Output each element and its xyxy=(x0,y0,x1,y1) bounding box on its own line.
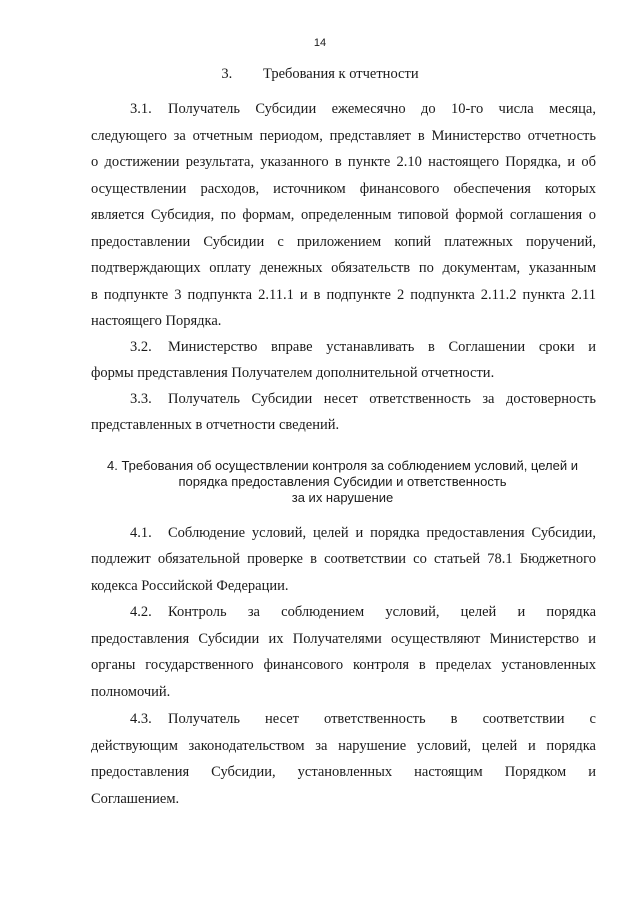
page-number: 14 xyxy=(313,37,327,49)
paragraph-3-1-line-1: 3.1. Получатель Субсидии ежемесячно до 10-го числа месяца, xyxy=(130,101,596,117)
paragraph-3-1-line-2: следующего за отчетным периодом, представляет в Министерство отчетность xyxy=(91,128,596,144)
paragraph-3-1-line-9: настоящего Порядка. xyxy=(91,313,222,329)
paragraph-4-2-line-4: полномочий. xyxy=(91,684,171,700)
paragraph-3-1-line-5: является Субсидия, по формам, определенным типовой формой соглашения о xyxy=(91,207,596,223)
section-3-number: 3. xyxy=(221,66,233,82)
paragraph-3-1-number: 3.1. xyxy=(130,101,152,117)
paragraph-3-2-number: 3.2. xyxy=(130,339,152,355)
paragraph-4-3-line-3: предоставления Субсидии, установленных настоящим Порядком и xyxy=(91,764,596,780)
paragraph-3-1-line-4: осуществлении расходов, источником финансового обеспечения которых xyxy=(91,181,596,197)
paragraph-4-3-line-1: 4.3. Получатель несет ответственность в соответствии с xyxy=(130,711,596,727)
paragraph-4-2-line-1: 4.2. Контроль за соблюдением условий, целей и порядка xyxy=(130,604,596,620)
section-4-heading-line-2: порядка предоставления Субсидии и ответственность xyxy=(178,474,507,489)
paragraph-4-2-line-3: органы государственного финансового контроля в пределах установленных xyxy=(91,657,596,673)
paragraph-4-1-line-2: подлежит обязательной проверке в соответствии со статьей 78.1 Бюджетного xyxy=(91,551,596,567)
paragraph-3-1-line-8: в подпункте 3 подпункта 2.11.1 и в подпункте 2 подпункта 2.11.2 пункта 2.11 xyxy=(91,287,596,303)
section-4-heading-line-3: за их нарушение xyxy=(291,490,394,505)
paragraph-4-2-number: 4.2. xyxy=(130,604,152,620)
section-3-heading xyxy=(0,66,640,83)
paragraph-4-1-line-3: кодекса Российской Федерации. xyxy=(91,578,289,594)
paragraph-3-2-line-2: формы представления Получателем дополнительной отчетности. xyxy=(91,365,495,381)
paragraph-3-1-line-7: подтверждающих оплату денежных обязательств по документам, указанным xyxy=(91,260,596,276)
paragraph-3-2-line-1: 3.2. Министерство вправе устанавливать в Соглашении сроки и xyxy=(130,339,596,355)
paragraph-4-3-line-2: действующим законодательством за нарушение условий, целей и порядка xyxy=(91,738,596,754)
paragraph-4-3-line-4: Соглашением. xyxy=(91,791,180,807)
section-4-heading-line-1: 4. Требования об осуществлении контроля за соблюдением условий, целей и xyxy=(107,458,578,473)
paragraph-3-3-number: 3.3. xyxy=(130,391,152,407)
section-3-title: Требования к отчетности xyxy=(263,66,419,82)
paragraph-4-1-line-1: 4.1. Соблюдение условий, целей и порядка предоставления Субсидии, xyxy=(130,525,596,541)
paragraph-3-3-line-2: представленных в отчетности сведений. xyxy=(91,417,340,433)
paragraph-3-3-line-1: 3.3. Получатель Субсидии несет ответственность за достоверность xyxy=(130,391,596,407)
paragraph-4-3-number: 4.3. xyxy=(130,711,152,727)
paragraph-3-1-line-3: о достижении результата, указанного в пункте 2.10 настоящего Порядка, и об xyxy=(91,154,596,170)
paragraph-3-1-line-6: предоставлении Субсидии с приложением копий платежных поручений, xyxy=(91,234,596,250)
paragraph-4-2-line-2: предоставления Субсидии их Получателями осуществляют Министерство и xyxy=(91,631,596,647)
paragraph-4-1-number: 4.1. xyxy=(130,525,152,541)
